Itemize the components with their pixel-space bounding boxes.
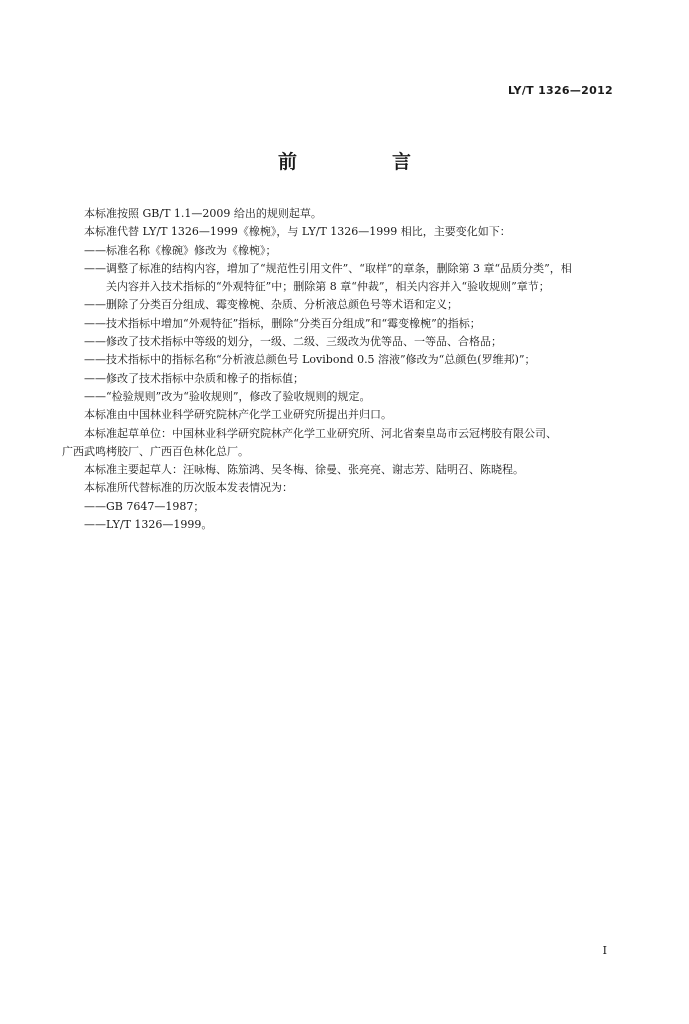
change-item: ——删除了分类百分组成、霉变橡椀、杂质、分析液总颜色号等术语和定义； <box>84 298 458 312</box>
foreword-body <box>62 205 622 534</box>
paragraph-drafting-units-line1: 本标准起草单位：中国林业科学研究院林产化学工业研究所、河北省秦皇岛市云冠栲胶有限公司、 <box>84 426 557 440</box>
change-item: ——标准名称《橡碗》修改为《橡椀》； <box>84 243 277 257</box>
change-item: ——修改了技术指标中等级的划分，一级、二级、三级改为优等品、一等品、合格品； <box>84 335 502 349</box>
paragraph-drafting-rules: 本标准按照 GB/T 1.1—2009 给出的规则起草。 <box>84 207 322 220</box>
paragraph-version-history: 本标准所代替标准的历次版本发表情况为： <box>84 481 293 495</box>
change-item: ——技术指标中的指标名称“分析液总颜色号 Lovibond 0.5 溶液”修改为“总颜色(罗维邦)”； <box>84 353 536 367</box>
standard-number: LY/T 1326—2012 <box>507 84 613 97</box>
change-item: ——修改了技术指标中杂质和橡子的指标值； <box>84 371 304 385</box>
change-item-continuation: 关内容并入技术指标的“外观特征”中；删除第 8 章“仲裁”，相关内容并入“验收规则”章节； <box>106 280 550 294</box>
version-item: ——GB 7647—1987； <box>84 499 205 513</box>
change-item: ——调整了标准的结构内容，增加了“规范性引用文件”、“取样”的章条，删除第 3 章“品质分类”，相 <box>84 261 572 275</box>
page-title: 前 言 <box>277 151 449 173</box>
change-item: ——“检验规则”改为“验收规则”，修改了验收规则的规定。 <box>84 389 371 403</box>
paragraph-drafters: 本标准主要起草人：汪咏梅、陈笳鸿、吴冬梅、徐曼、张亮亮、谢志芳、陆明召、陈晓程。 <box>84 463 524 477</box>
change-item: ——技术指标中增加“外观特征”指标，删除“分类百分组成”和“霉变橡椀”的指标； <box>84 316 481 330</box>
paragraph-drafting-units-line2: 广西武鸣栲胶厂、广西百色林化总厂。 <box>62 444 249 458</box>
page-number: I <box>602 944 607 957</box>
paragraph-proposer: 本标准由中国林业科学研究院林产化学工业研究所提出并归口。 <box>84 408 392 422</box>
paragraph-replacement: 本标准代替 LY/T 1326—1999《橡椀》，与 LY/T 1326—1999 相比，主要变化如下： <box>84 225 511 239</box>
version-item: ——LY/T 1326—1999。 <box>84 518 213 532</box>
